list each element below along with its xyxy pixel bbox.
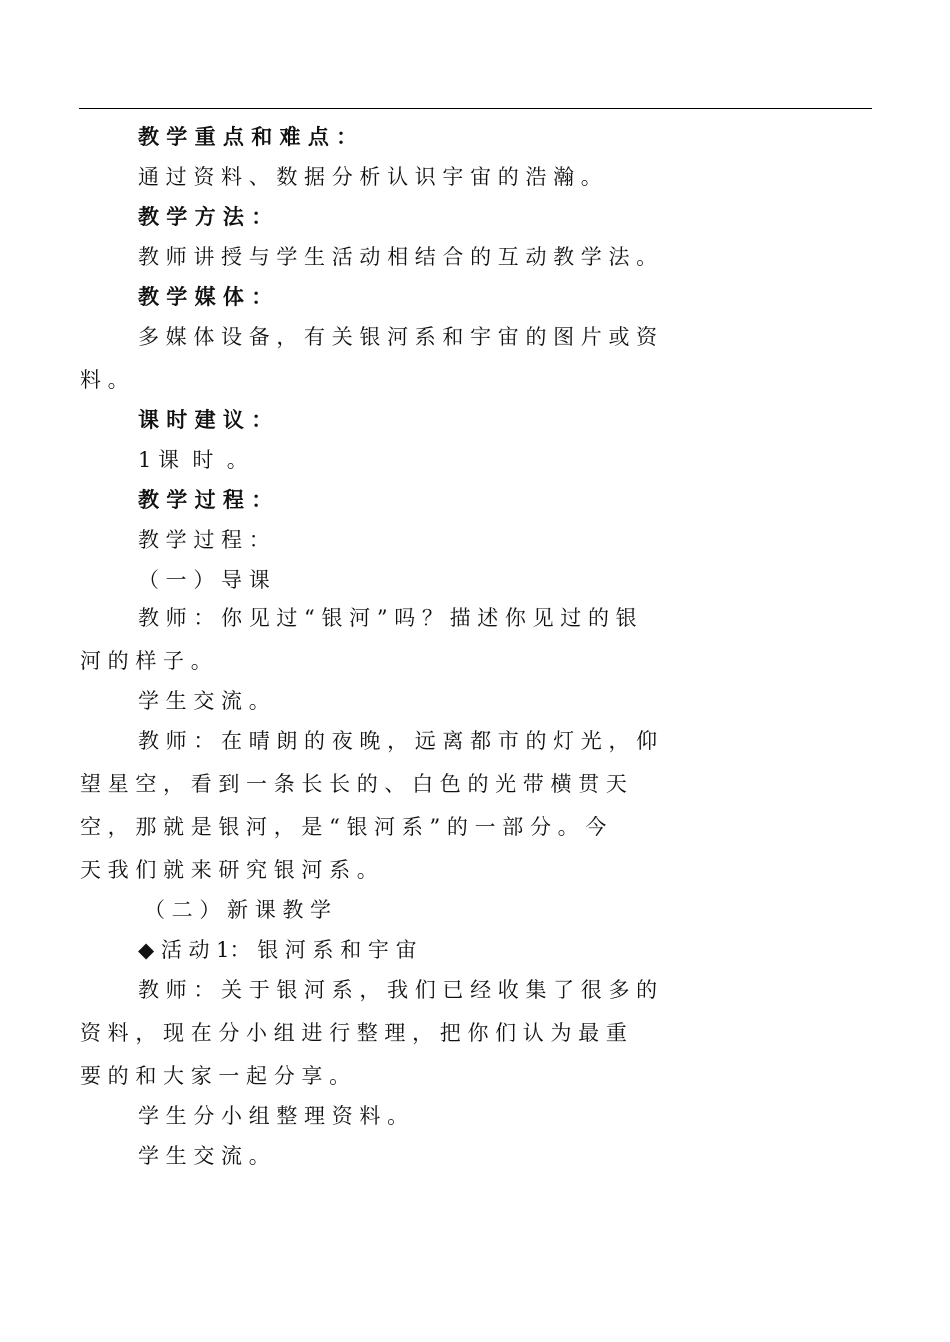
- paragraph-line: 教 师 ： 在 晴 朗 的 夜 晚 ， 远 离 都 市 的 灯 光 ， 仰: [138, 729, 658, 753]
- paragraph-line: 教 师 ： 你 见 过 “ 银 河 ” 吗 ？ 描 述 你 见 过 的 银: [138, 606, 637, 630]
- paragraph-line: 河 的 样 子 。: [80, 649, 212, 673]
- paragraph-line: 学 生 交 流 。: [138, 1144, 270, 1168]
- paragraph-line: 望 星 空 ， 看 到 一 条 长 长 的 、 白 色 的 光 带 横 贯 天: [80, 772, 627, 796]
- paragraph-line: 多 媒 体 设 备 ， 有 关 银 河 系 和 宇 宙 的 图 片 或 资: [138, 325, 658, 349]
- heading-method: 教 学 方 法 ：: [138, 204, 273, 229]
- paragraph-line: 教 师 讲 授 与 学 生 活 动 相 结 合 的 互 动 教 学 法 。: [138, 245, 658, 269]
- paragraph-line: 要 的 和 大 家 一 起 分 享 。: [80, 1064, 351, 1088]
- header-rule: [79, 108, 872, 109]
- paragraph-line: 天 我 们 就 来 研 究 银 河 系 。: [80, 858, 378, 882]
- heading-hours: 课 时 建 议 ：: [138, 407, 273, 432]
- paragraph-line: 料 。: [80, 368, 129, 392]
- paragraph-line: 1 课 时 。: [138, 448, 248, 472]
- heading-process: 教 学 过 程 ：: [138, 487, 273, 512]
- heading-media: 教 学 媒 体 ：: [138, 284, 273, 309]
- heading-key-points: 教 学 重 点 和 难 点 ：: [138, 124, 358, 149]
- paragraph-line: 通 过 资 料 、 数 据 分 析 认 识 宇 宙 的 浩 瀚 。: [138, 165, 602, 189]
- section-new-lesson: （ 二 ） 新 课 教 学: [144, 898, 332, 922]
- paragraph-line: 教 师 ： 关 于 银 河 系 ， 我 们 已 经 收 集 了 很 多 的: [138, 978, 658, 1002]
- section-intro: （ 一 ） 导 课: [138, 568, 270, 592]
- paragraph-line: 学 生 交 流 。: [138, 689, 270, 713]
- paragraph-line: 教 学 过 程 ：: [138, 528, 270, 552]
- paragraph-line: 资 料 ， 现 在 分 小 组 进 行 整 理 ， 把 你 们 认 为 最 重: [80, 1021, 627, 1045]
- activity-heading: ◆ 活 动 1： 银 河 系 和 宇 宙: [138, 938, 417, 962]
- paragraph-line: 空 ， 那 就 是 银 河 ， 是 “ 银 河 系 ” 的 一 部 分 。 今: [80, 815, 607, 839]
- paragraph-line: 学 生 分 小 组 整 理 资 料 。: [138, 1104, 409, 1128]
